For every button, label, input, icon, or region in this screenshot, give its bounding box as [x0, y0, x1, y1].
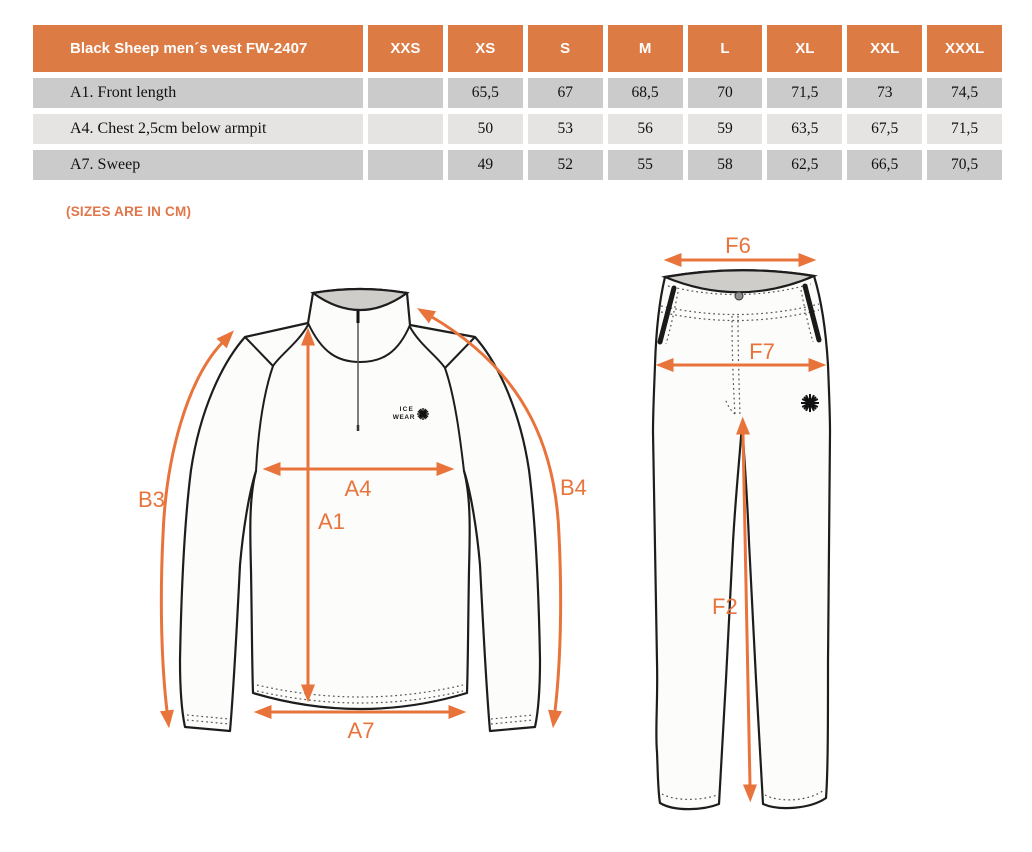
value-cell: 50	[448, 114, 523, 144]
size-header-xxl: XXL	[847, 25, 922, 72]
value-cell: 74,5	[927, 78, 1002, 108]
sizes-in-cm-note: (SIZES ARE IN CM)	[66, 204, 192, 219]
size-header-l: L	[688, 25, 763, 72]
value-cell: 71,5	[927, 114, 1002, 144]
value-cell: 71,5	[767, 78, 842, 108]
value-cell: 59	[688, 114, 763, 144]
value-cell: 63,5	[767, 114, 842, 144]
pants-diagram	[630, 232, 880, 830]
value-cell: 53	[528, 114, 603, 144]
logo-text-wear: WEAR	[392, 414, 415, 421]
size-header-xl: XL	[767, 25, 842, 72]
size-header-xxs: XXS	[368, 25, 443, 72]
value-cell: 52	[528, 150, 603, 180]
value-cell: 65,5	[448, 78, 523, 108]
value-cell: 55	[608, 150, 683, 180]
value-cell	[368, 78, 443, 108]
row-label-chest: A4. Chest 2,5cm below armpit	[33, 114, 363, 144]
label-f2: F2	[712, 594, 738, 619]
label-a7: A7	[347, 718, 375, 743]
size-header-s: S	[528, 25, 603, 72]
label-b3: B3	[138, 487, 165, 512]
waist-button	[735, 292, 743, 300]
value-cell: 73	[847, 78, 922, 108]
value-cell: 56	[608, 114, 683, 144]
value-cell	[368, 150, 443, 180]
value-cell: 58	[688, 150, 763, 180]
value-cell: 49	[448, 150, 523, 180]
size-table	[33, 25, 1002, 180]
vest-diagram	[130, 265, 595, 770]
logo-text-ice: ICE	[399, 406, 414, 413]
value-cell: 70,5	[927, 150, 1002, 180]
product-title-cell: Black Sheep men´s vest FW-2407	[33, 25, 363, 72]
value-cell: 67	[528, 78, 603, 108]
label-b4: B4	[560, 475, 587, 500]
size-header-m: M	[608, 25, 683, 72]
label-f6: F6	[725, 233, 751, 258]
label-a4: A4	[344, 476, 372, 501]
value-cell: 66,5	[847, 150, 922, 180]
row-label-sweep: A7. Sweep	[33, 150, 363, 180]
label-a1: A1	[318, 509, 345, 534]
value-cell: 67,5	[847, 114, 922, 144]
pants-outline	[653, 270, 830, 809]
size-header-xxxl: XXXL	[927, 25, 1002, 72]
value-cell: 68,5	[608, 78, 683, 108]
value-cell: 62,5	[767, 150, 842, 180]
value-cell: 70	[688, 78, 763, 108]
size-header-xs: XS	[448, 25, 523, 72]
value-cell	[368, 114, 443, 144]
vest-outline	[180, 289, 540, 731]
row-label-front-length: A1. Front length	[33, 78, 363, 108]
label-f7: F7	[749, 339, 775, 364]
